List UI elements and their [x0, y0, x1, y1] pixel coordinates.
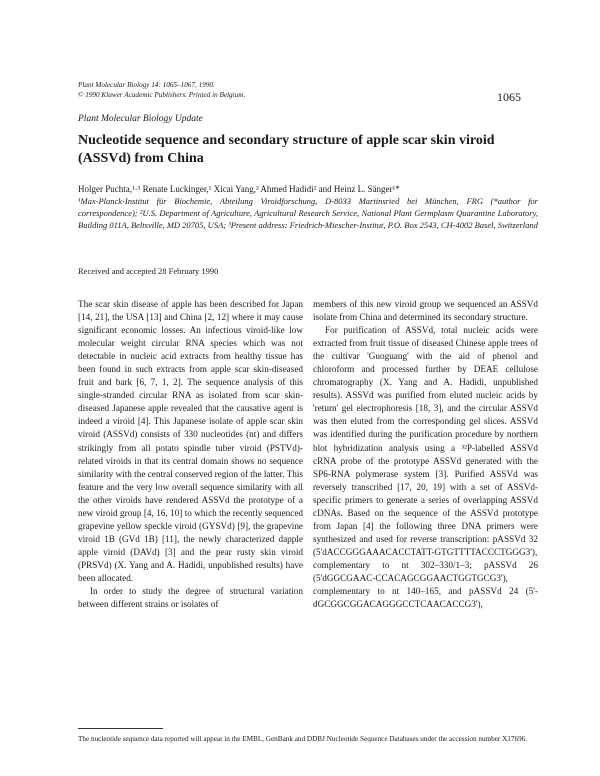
journal-citation: Plant Molecular Biology 14: 1065–1067, 1990. [78, 81, 215, 89]
body-column-left [78, 298, 303, 611]
body-paragraph: In order to study the degree of structural variation between different strains or isolates of [78, 586, 303, 610]
author-list: Holger Puchta,¹·³ Renate Luckinger,¹ Xicai Yang,² Ahmed Hadidi² and Heinz L. Sänger¹* [78, 184, 400, 194]
body-paragraph: The scar skin disease of apple has been described for Japan [14, 21], the USA [13] and China [2, 12] where it may cause significant economic losses. An infectious viroid-like low molecular weight circular RNA species which was not detectable in nucleic acid extracts from healthy tissue has been found in such extracts from apple scar skin-diseased fruit and bark [6, 7, 1, 2]. The sequence analysis of this single-stranded circular RNA as isolated from scar skin-diseased Japanese apple revealed that the causative agent is indeed a viroid [4]. This Japanese isolate of apple scar skin viroid (ASSVd) consists of 330 nucleotides (nt) and differs strikingly from all potato spindle tuber viroid (PSTVd)-related viroids in that its central domain shows no sequence similarity with the central conserved region of the latter. This feature and the very low overall sequence similarity with all the other viroids have rendered ASSVd the prototype of a new viroid group [4, 16, 10] to which the recently sequenced grapevine yellow speckle viroid (GYSVd) [9], the grapevine viroid 1B (GVd 1B) [11], the newly characterized dapple apple viroid (DAVd) [3] and the pear rusty skin viroid (PRSVd) (X. Yang and A. Hadidi, unpublished results) have been allocated. [78, 299, 303, 583]
footnote-divider [78, 728, 163, 729]
journal-reference [78, 80, 245, 100]
section-label: Plant Molecular Biology Update [78, 114, 203, 124]
affiliations: ¹Max-Planck-Institut für Biochemie, Abteilung Viroidforschung, D-8033 Martinsried bei München, FRG (*author for correspondence); ²U.S. Department of Agriculture, Agricultural Research Service, National Plant Germplasm Quarantine Laboratory, Building 011A, Beltsville, MD 20705, USA; ³Present address: Friedrich-Miescher-Institut, P.O. Box 2543, CH-4002 Basel, Switzerland [78, 196, 538, 230]
page-number: 1065 [497, 90, 521, 104]
body-paragraph: For purification of ASSVd, total nucleic acids were extracted from fruit tissue of diseased Chinese apple trees of the cultivar 'Guoguang' with the aid of phenol and chloroform and processed further by DEAE cellulose chromatography (X. Yang and A. Hadidi, unpublished results). ASSVd was purified from eluted nucleic acids by 'return' gel electrophoresis [18, 3], and the circular ASSVd was then eluted from the corresponding gel slices. ASSVd was identified during the purification procedure by northern blot hybridization analysis using a ³²P-labelled ASSVd cRNA probe of the prototype ASSVd generated with the SP6-RNA polymerase system [3]. Purified ASSVd was reversely transcribed [17, 20, 19] with a set of ASSVd-specific primers to generate a series of overlapping ASSVd cDNAs. Based on the sequence of the ASSVd prototype from Japan [4] the following three DNA primers were synthesized and used for reverse transcription: pASSVd 32 (5'dACCGGGAAACACCTATT-GTGTTTTACCCTGGG3'), complementary to nt 302–330/1–3; pASSVd 26 (5'dGGCGAAC-CCACAGCGGAACTGGTGCG3'), complementary to nt 140–165, and pASSVd 24 (5'-dGCGGCGGACAGGGCCTCAACACCG3'), [313, 325, 538, 610]
body-column-right [313, 298, 538, 611]
received-date: Received and accepted 28 February 1990 [78, 266, 219, 276]
copyright-line: © 1990 Kluwer Academic Publishers. Printed in Belgium. [78, 91, 246, 99]
body-paragraph: members of this new viroid group we sequenced an ASSVd isolate from China and determined its secondary structure. [313, 299, 538, 323]
article-title: Nucleotide sequence and secondary structure of apple scar skin viroid (ASSVd) from China [78, 133, 495, 166]
footnote: The nucleotide sequence data reported will appear in the EMBL, GenBank and DDBJ Nucleotide Sequence Databases under the accession number X17696. [78, 735, 528, 743]
